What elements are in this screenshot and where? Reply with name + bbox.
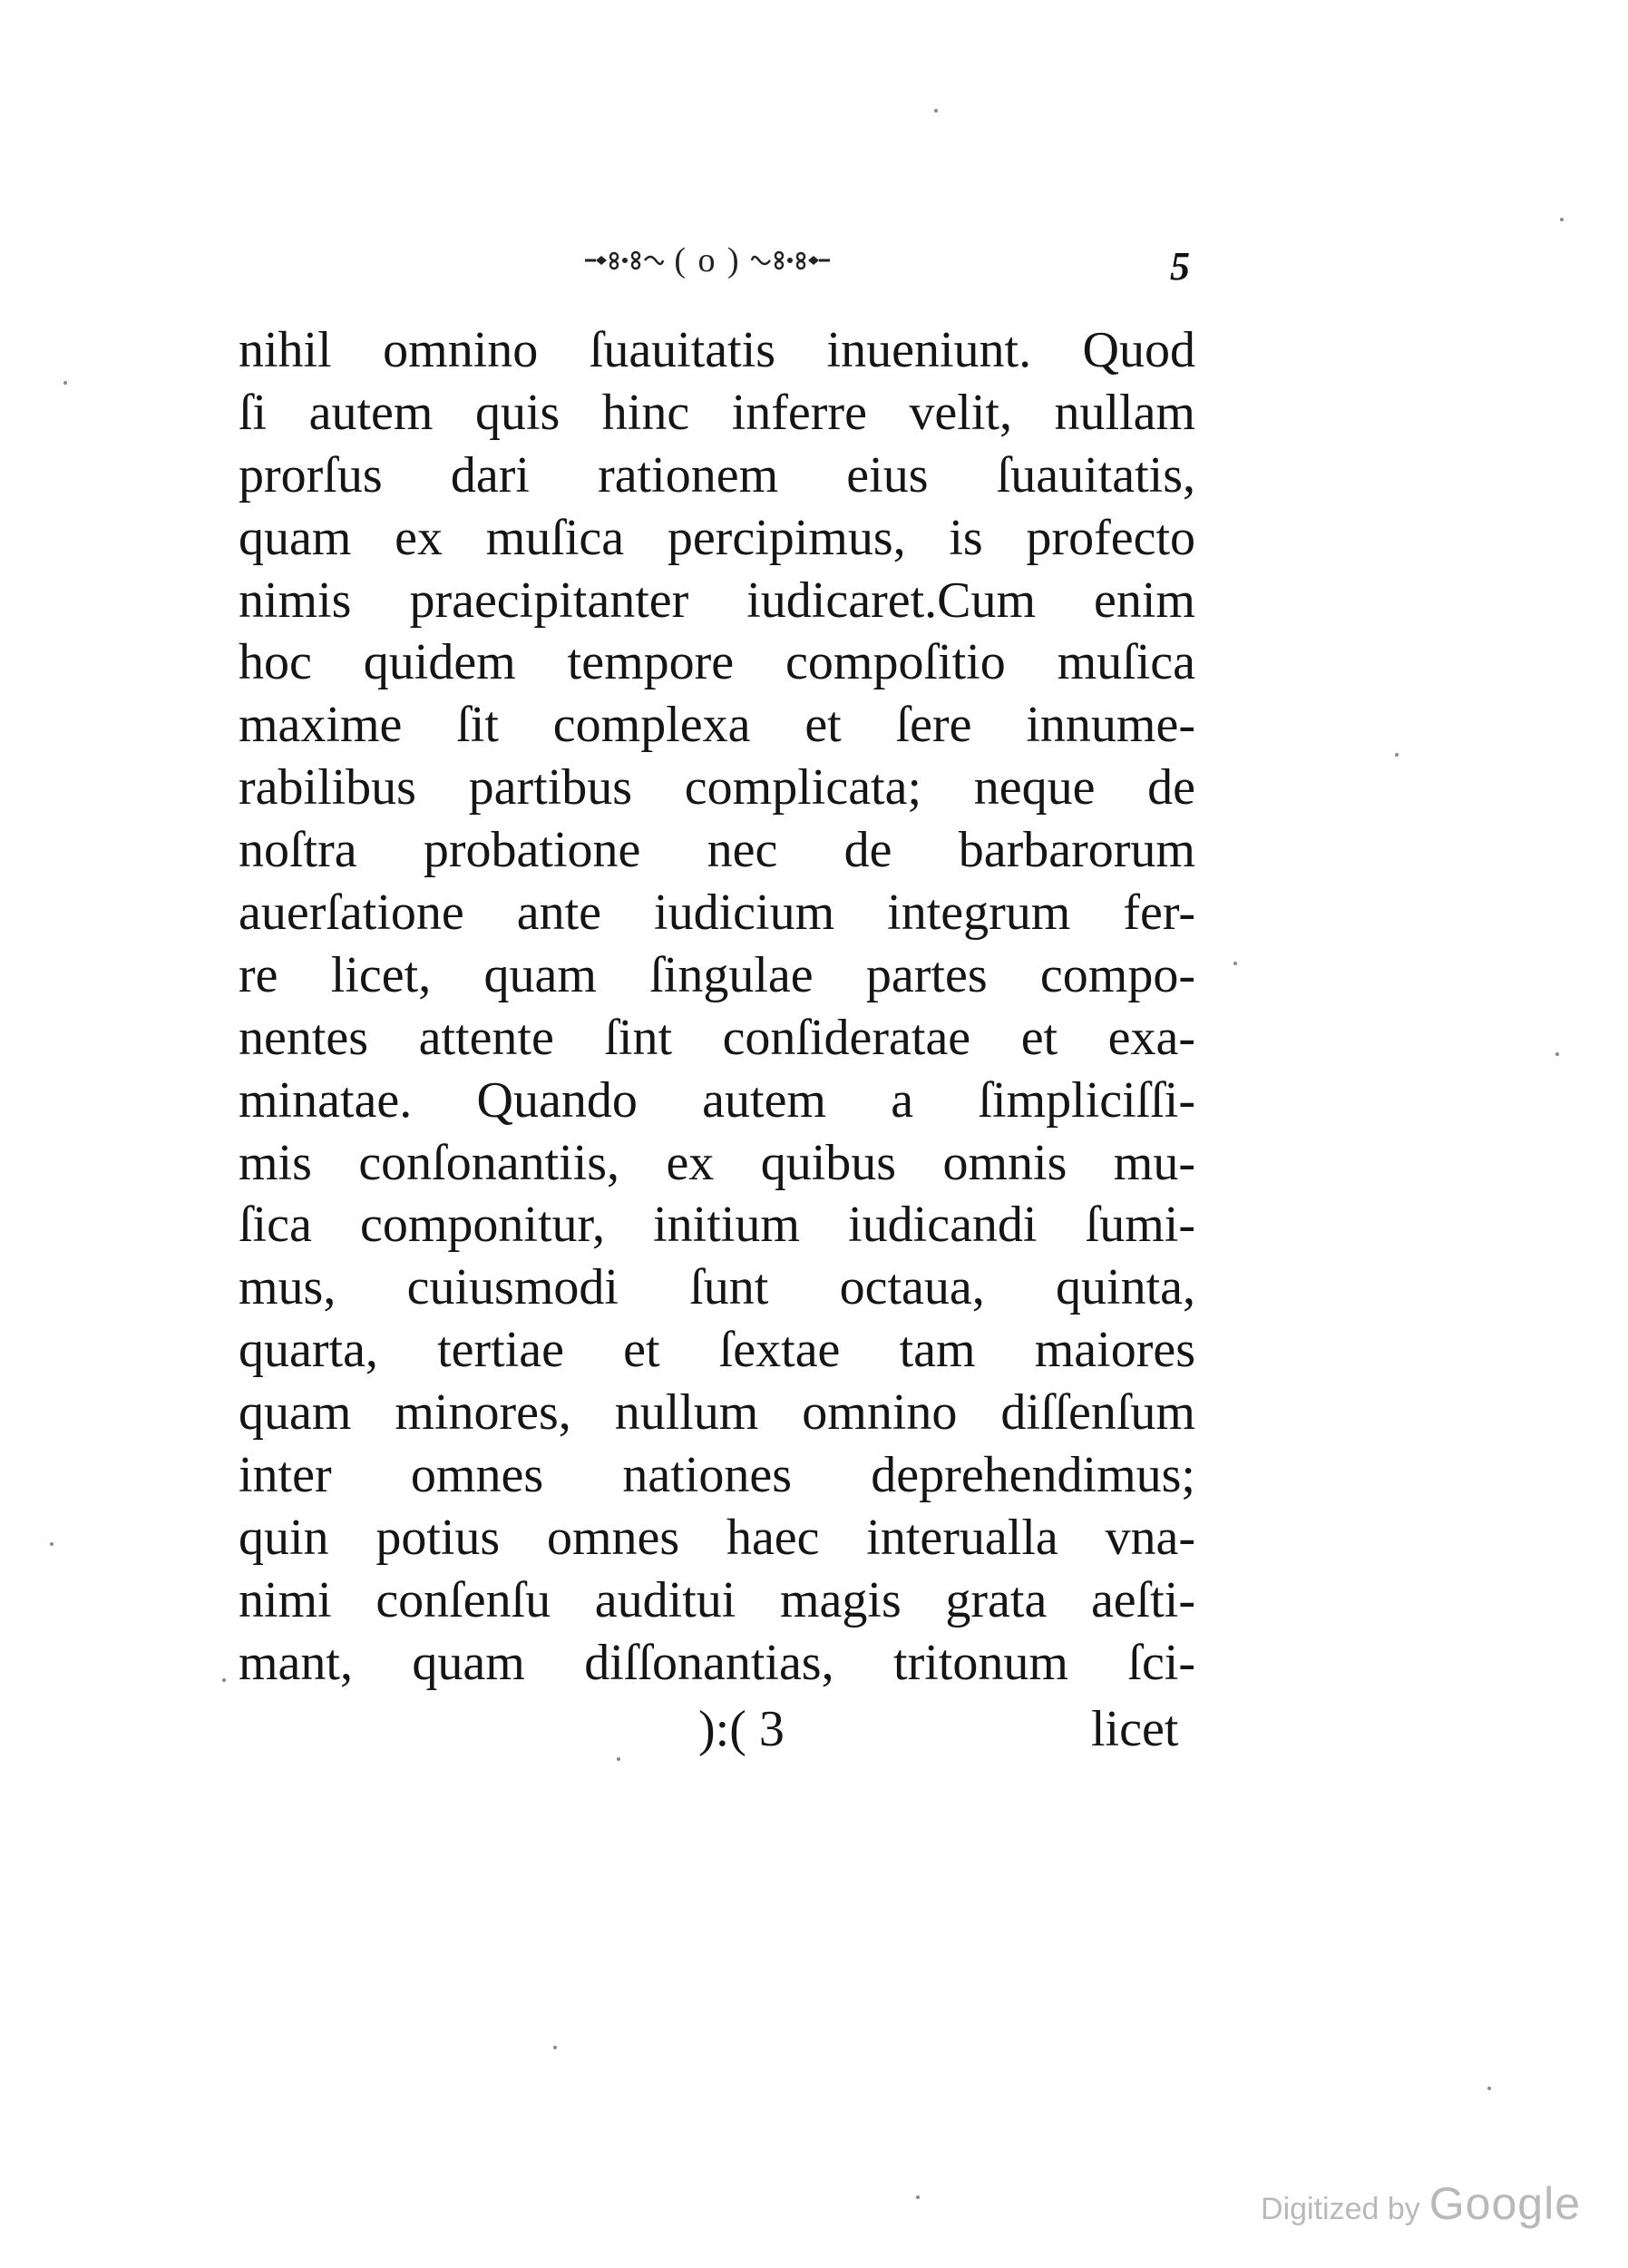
text-line: re licet, quam ſingulae partes compo- [239,946,1195,1003]
text-line: quarta, tertiae et ſextae tam maiores [239,1322,1195,1379]
text-line: nimi conſenſu auditui magis grata aeſti- [239,1571,1195,1628]
text-line: rabilibus partibus complicata; neque de [239,759,1195,816]
left-ornament-icon [583,249,665,271]
scan-speck [1233,962,1237,965]
text-line: nentes attente ſint conſideratae et exa- [239,1009,1195,1066]
text-line: quam ex muſica percipimus, is profecto [239,509,1195,566]
right-ornament-icon [750,249,832,271]
scan-speck [1487,2087,1491,2090]
scan-speck [617,1757,620,1761]
text-line: nihil omnino ſuauitatis inueniunt. Quod [239,322,1195,378]
text-line: minatae. Quando autem a ſimpliciſſi- [239,1071,1195,1129]
scan-speck [1560,218,1564,221]
page-number: 5 [1170,244,1190,288]
scan-speck [553,2046,557,2049]
text-line: auerſatione ante iudicium integrum fer- [239,885,1195,942]
digitization-watermark [1261,2177,1581,2230]
text-line: quin potius omnes haec interualla vna- [239,1509,1195,1566]
text-line: ſi autem quis hinc inferre velit, nullam [239,384,1195,441]
scan-speck [1395,753,1399,757]
catchword: licet [1091,1701,1179,1757]
scan-speck [63,381,67,385]
text-line: ſica componitur, initium iudicandi ſumi- [239,1197,1195,1254]
scan-speck [1555,1052,1559,1056]
text-line: prorſus dari rationem eius ſuauitatis, [239,446,1195,503]
running-head-label: ( o ) [674,241,741,279]
watermark-text: Digitized by [1261,2192,1420,2226]
text-line: inter omnes nationes deprehendimus; [239,1447,1195,1504]
google-logo: Google [1428,2178,1581,2229]
text-line: mant, quam diſſonantias, tritonum ſci- [239,1634,1195,1691]
text-line: mus, cuiusmodi ſunt octaua, quinta, [239,1259,1195,1316]
scan-speck [916,2195,920,2199]
signature-mark: ):( 3 [698,1701,785,1757]
scan-speck [50,1542,54,1546]
scan-speck [934,109,938,112]
scan-speck [222,1678,226,1682]
running-head [571,238,843,283]
text-line: hoc quidem tempore compoſitio muſica [239,634,1195,691]
text-line: mis conſonantiis, ex quibus omnis mu- [239,1134,1195,1191]
text-line: quam minores, nullum omnino diſſenſum [239,1384,1195,1442]
text-line: maxime ſit complexa et ſere innume- [239,697,1195,754]
text-line: nimis praecipitanter iudicaret.Cum enim [239,572,1195,629]
text-line: noſtra probatione nec de barbarorum [239,822,1195,879]
body-text [239,319,1195,1695]
